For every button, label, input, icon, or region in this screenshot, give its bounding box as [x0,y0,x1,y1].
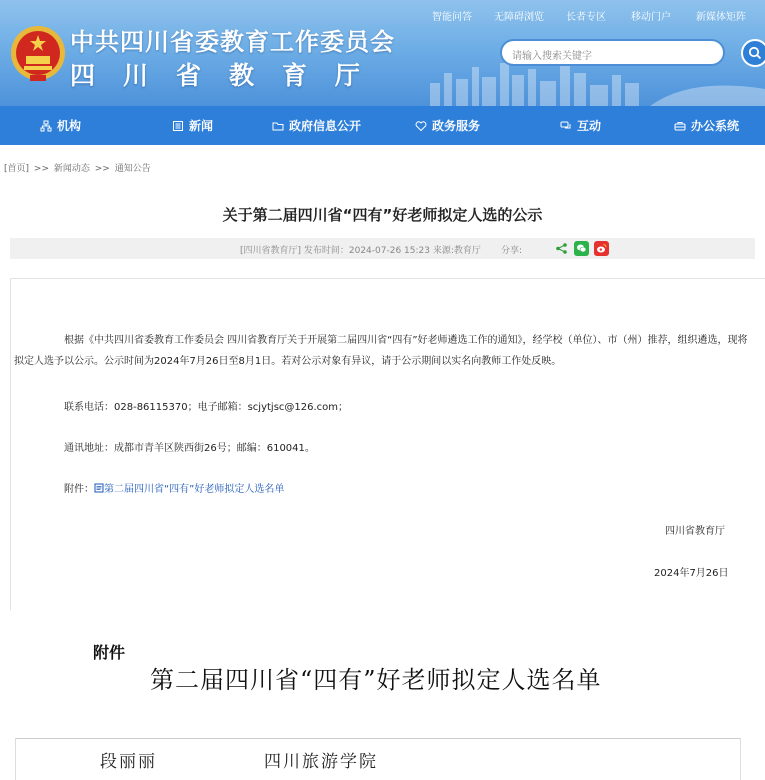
info-open-icon [272,120,284,132]
dept-title-char: 教 [228,61,254,90]
breadcrumb [4,161,153,174]
nav-item-news[interactable] [172,106,213,145]
article-body: 根据《中共四川省委教育工作委员会 四川省教育厅关于开展第二届四川省“四有”好老师遴选工作的通知》，经学校（单位）、市（州）推荐，组织遴选，现将拟定人选予以公示。公示时间为2024年7月26日至8月1日。若对公示对象有异议，请于公示期间以实名向教师工作处反映。 [14,335,748,367]
link-elderly[interactable]: 长者专区 [566,12,606,23]
link-smart-qa[interactable]: 智能问答 [432,12,472,23]
breadcrumb-separator: >> [94,164,110,174]
dept-title-char: 育 [281,61,307,90]
share-icons [554,241,609,256]
org-title: 中共四川省委教育工作委员会 [70,28,395,56]
link-accessibility[interactable]: 无障碍浏览 [494,12,544,23]
news-icon [172,120,184,132]
link-mobile[interactable]: 移动门户 [631,12,671,23]
main-nav [0,106,765,145]
org-icon [40,120,52,132]
signature-org: 四川省教育厅 [665,526,725,537]
dept-title [70,56,360,92]
nav-item-info-open[interactable] [272,106,361,145]
dept-title-char: 省 [175,61,201,90]
signature-date: 2024年7月26日 [654,568,729,579]
nav-item-label: 新闻 [189,119,214,133]
search-icon [748,46,762,60]
contact-info: 联系电话：028-86115370；电子邮箱：scjytjsc@126.com； [64,402,349,413]
nav-item-interaction[interactable] [560,106,601,145]
search-button[interactable] [741,39,765,67]
office-icon [674,120,686,132]
national-emblem-logo [10,23,66,85]
nav-item-label: 办公系统 [691,119,740,133]
document-icon [94,483,104,493]
wechat-icon[interactable] [574,241,589,256]
address-info: 通讯地址：成都市青羊区陕西街26号；邮编：610041。 [64,443,315,454]
article-meta-bar [10,238,755,259]
doc-attachment-label: 附件 [93,643,126,662]
search-input[interactable]: 请输入搜索关键字 [500,39,725,66]
doc-cell-org: 四川旅游学院 [264,752,378,772]
top-links [432,8,756,23]
breadcrumb-home[interactable]: [首页] [4,164,30,174]
weibo-icon[interactable] [594,241,609,256]
share-icon[interactable] [554,241,569,256]
interaction-icon [560,120,572,132]
breadcrumb-separator: >> [33,164,49,174]
nav-item-office[interactable] [674,106,739,145]
attachment-line [64,479,284,500]
link-new-media[interactable]: 新媒体矩阵 [696,12,746,23]
attachment-label: 附件： [64,484,94,495]
doc-cell-name: 段丽丽 [100,752,157,772]
dept-title-char: 川 [122,61,148,90]
dept-title-char: 厅 [334,61,360,90]
article-title: 关于第二届四川省“四有”好老师拟定人选的公示 [222,206,543,224]
article-meta: [四川省教育厅] 发布时间：2024-07-26 15:23 来源:教育厅 [240,246,481,256]
breadcrumb-notices[interactable]: 通知公告 [114,164,151,174]
nav-item-org[interactable] [40,106,81,145]
service-icon [415,120,427,132]
share-label: 分享: [501,246,523,256]
site-header [0,0,765,106]
dept-title-char: 四 [70,61,96,90]
nav-item-label: 机构 [57,119,82,133]
breadcrumb-news[interactable]: 新闻动态 [53,164,90,174]
nav-item-label: 互动 [577,119,602,133]
attachment-link[interactable]: 第二届四川省“四有”好老师拟定人选名单 [104,484,285,495]
nav-item-label: 政府信息公开 [289,119,362,133]
nav-item-label: 政务服务 [432,119,481,133]
nav-item-service[interactable] [415,106,480,145]
doc-heading: 第二届四川省“四有”好老师拟定人选名单 [150,666,602,694]
